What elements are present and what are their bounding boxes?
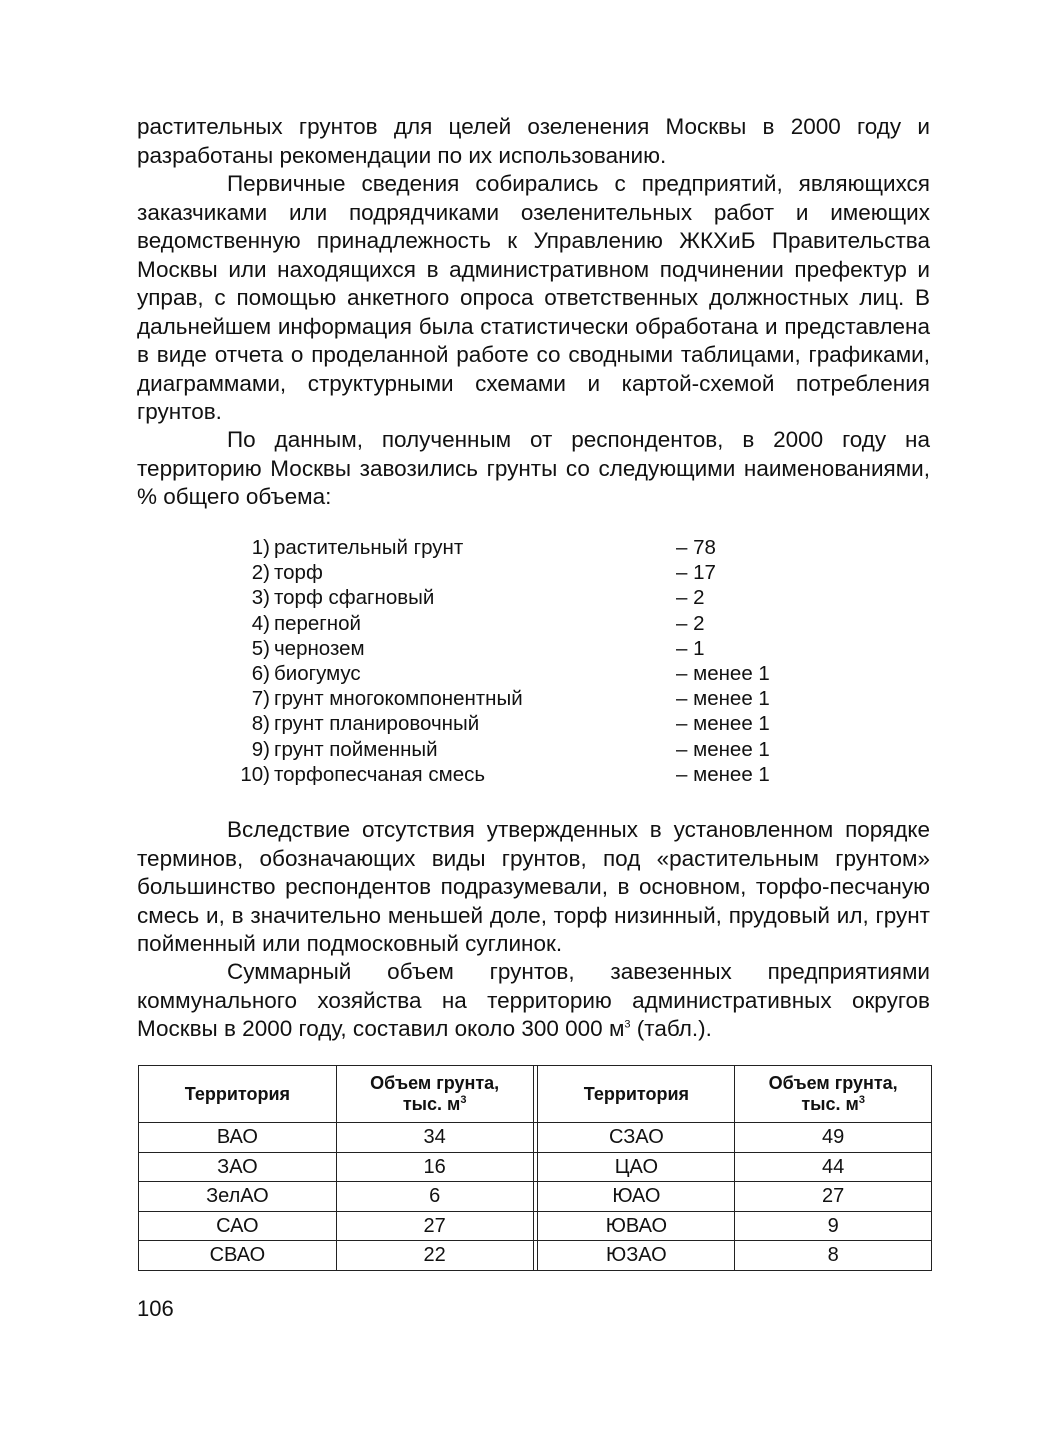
volume-cell: 9: [735, 1211, 932, 1241]
list-item: 5) чернозем – 1: [251, 636, 705, 660]
header-volume-left: Объем грунта, тыс. $м^3$: [336, 1066, 533, 1123]
table-row: [139, 1211, 932, 1241]
volume-cell: 8: [735, 1241, 932, 1271]
territory-cell: ЦАО: [538, 1152, 735, 1182]
list-item: 10) торфопесчаная смесь – менее 1: [240, 762, 770, 786]
paragraph-intro-continuation: растительных грунтов для целей озеленения Москвы в 2000 году и разработаны рекомендации по их использованию.: [137, 114, 930, 168]
territory-cell: СВАО: [139, 1241, 337, 1271]
header-territory-left: Территория: [139, 1066, 337, 1123]
list-item: 2) торф – 17: [251, 561, 716, 585]
table-row: [139, 1123, 932, 1153]
territory-cell: ЗелАО: [139, 1182, 337, 1212]
list-item: 6) биогумус – менее 1: [251, 661, 770, 685]
territory-cell: ЮЗАО: [538, 1241, 735, 1271]
soil-types-list: [232, 535, 832, 787]
volume-cell: 34: [336, 1123, 533, 1153]
territory-cell: САО: [139, 1211, 337, 1241]
page-number: 106: [137, 1296, 174, 1321]
volume-cell: 22: [336, 1241, 533, 1271]
header-territory-right: Территория: [538, 1066, 735, 1123]
list-item: 7) грунт многокомпонентный – менее 1: [251, 687, 770, 711]
list-item: 4) перегной – 2: [251, 611, 705, 635]
list-item: 3) торф сфагновый – 2: [251, 586, 705, 610]
territory-cell: ЗАО: [139, 1152, 337, 1182]
table-header-row: [139, 1066, 932, 1123]
volume-cell: 49: [735, 1123, 932, 1153]
volume-cell: 44: [735, 1152, 932, 1182]
table-row: [139, 1152, 932, 1182]
soil-volume-table: [138, 1065, 932, 1271]
table-row: [139, 1241, 932, 1271]
paragraph-data-collection: Первичные сведения собирались с предприятий, являющихся заказчиками или подрядчиками озеленительных работ и имеющих ведомственную принадлежность к Управлению ЖКХиБ Правительства Москвы или находящихся в административном подчинении префектур и управ, с помощью анкетного опроса ответственных должностных лиц. В дальнейшем информация была статистически обработана и представлена в виде отчета о проделанной работе со сводными таблицами, графиками, диаграммами, структурными схемами и картой-схемой потребления грунтов.: [137, 171, 930, 424]
list-item: 9) грунт пойменный – менее 1: [251, 737, 770, 761]
territory-cell: ЮАО: [538, 1182, 735, 1212]
territory-cell: ЮВАО: [538, 1211, 735, 1241]
volume-cell: 16: [336, 1152, 533, 1182]
table-row: [139, 1182, 932, 1212]
volume-cell: 27: [336, 1211, 533, 1241]
header-volume-right: Объем грунта, тыс. $м^3$: [735, 1066, 932, 1123]
paragraph-terminology: Вследствие отсутствия утвержденных в установленном порядке терминов, обозначающих виды грунтов, под «растительным грунтом» большинство респондентов подразумевали, в основном, торфо-песчаную смесь и, в значительно меньшей доле, торф низинный, прудовый ил, грунт пойменный или подмосковный суглинок.: [137, 817, 930, 956]
volume-cell: 6: [336, 1182, 533, 1212]
list-item: 8) грунт планировочный – менее 1: [251, 712, 770, 736]
list-item: 1) растительный грунт – 78: [251, 536, 716, 559]
territory-cell: ВАО: [139, 1123, 337, 1153]
volume-cell: 27: [735, 1182, 932, 1212]
territory-cell: СЗАО: [538, 1123, 735, 1153]
paragraph-total-volume: Суммарный объем грунтов, завезенных предприятиями коммунального хозяйства на территорию административных округов Москвы в 2000 году, составил около 300 000 $м^3$ (табл.).: [137, 959, 930, 1041]
paragraph-soil-types-intro: По данным, полученным от респондентов, в 2000 году на территорию Москвы завозились грунты со следующими наименованиями, % общего объема:: [137, 427, 930, 509]
